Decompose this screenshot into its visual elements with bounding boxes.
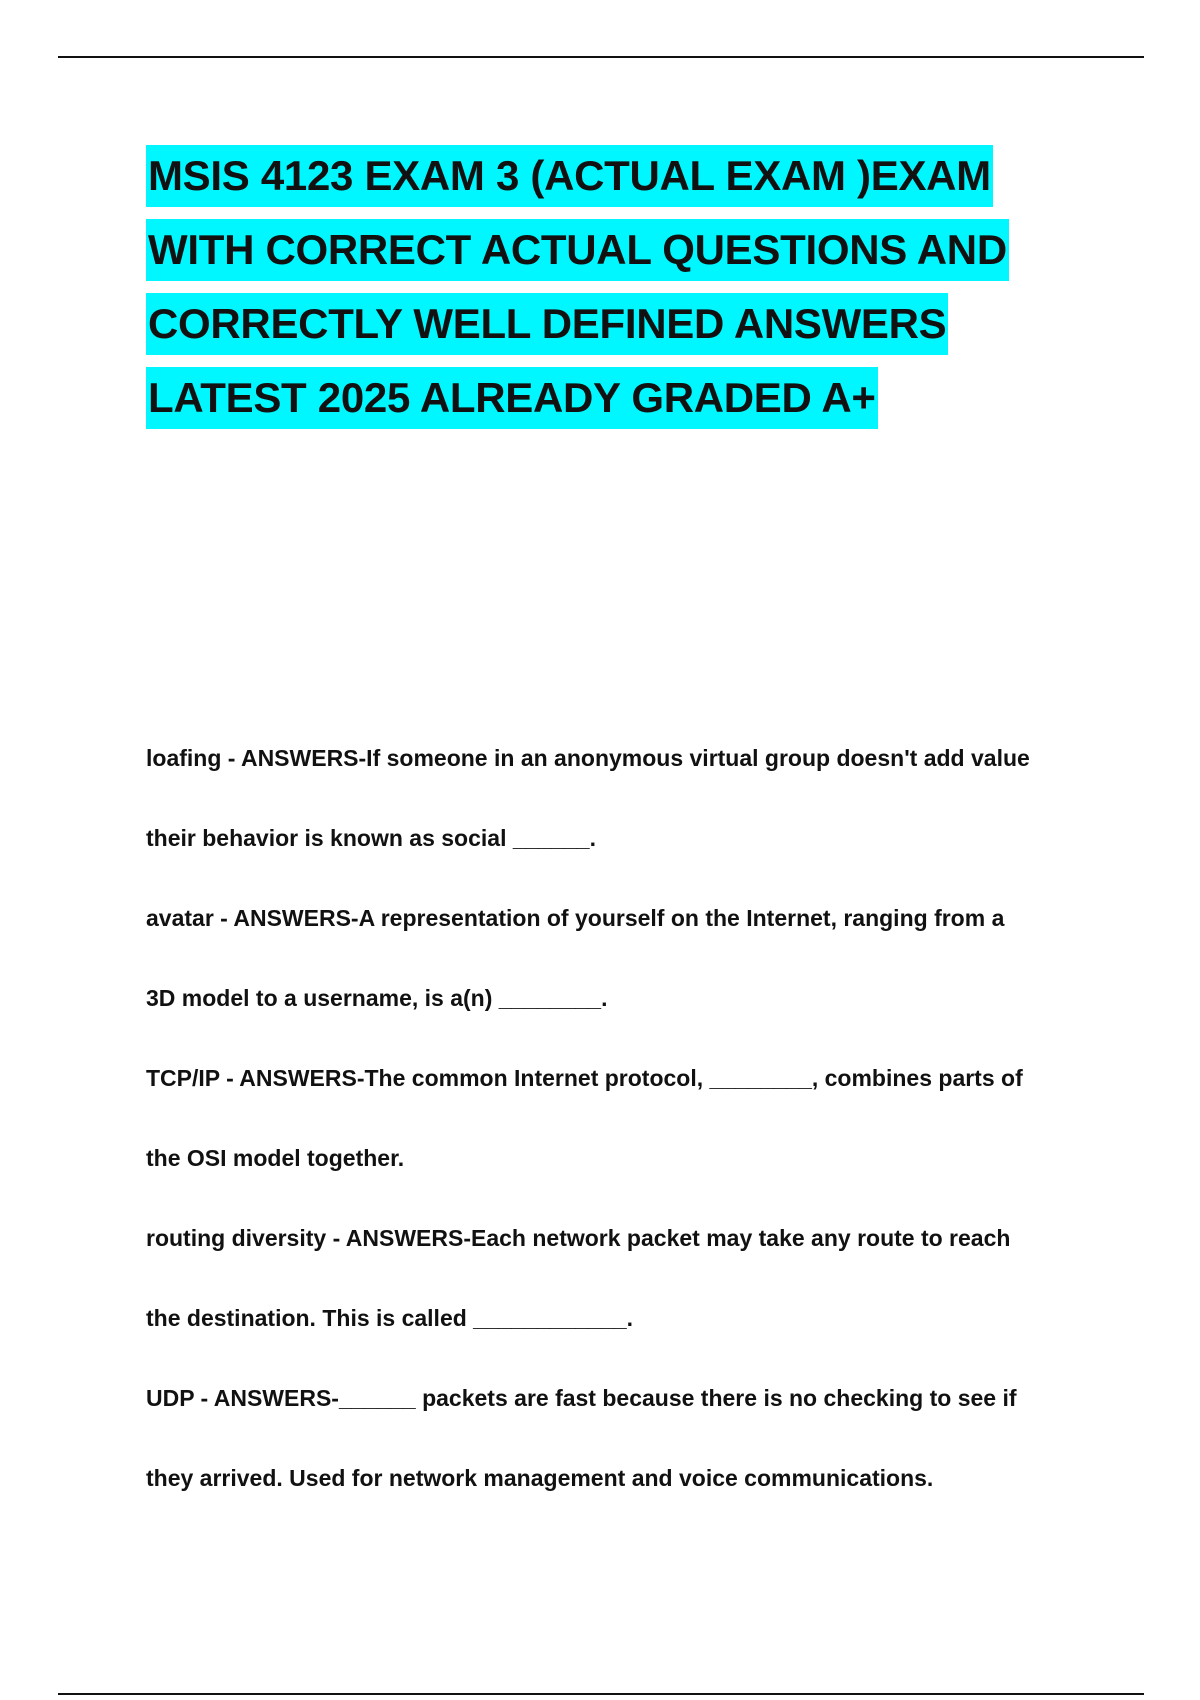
qa-item — [146, 858, 1096, 1011]
qa-item — [146, 698, 1096, 851]
qa-text-line: their behavior is known as social ______. — [146, 825, 596, 851]
title-line: WITH CORRECT ACTUAL QUESTIONS AND — [146, 219, 1009, 281]
qa-text-line: loafing - ANSWERS-If someone in an anonymous virtual group doesn't add value — [146, 745, 1030, 771]
title-line: LATEST 2025 ALREADY GRADED A+ — [146, 367, 878, 429]
qa-text-line: they arrived. Used for network management and voice communications. — [146, 1465, 934, 1491]
qa-text-line: the OSI model together. — [146, 1145, 405, 1171]
top-rule — [58, 56, 1144, 58]
qa-text-line: avatar - ANSWERS-A representation of yourself on the Internet, ranging from a — [146, 905, 1005, 931]
qa-item — [146, 1338, 1096, 1491]
qa-text-line: TCP/IP - ANSWERS-The common Internet protocol, ________, combines parts of — [146, 1065, 1023, 1091]
bottom-rule — [58, 1693, 1144, 1695]
title-line: CORRECTLY WELL DEFINED ANSWERS — [146, 293, 948, 355]
qa-text-line: routing diversity - ANSWERS-Each network packet may take any route to reach — [146, 1225, 1011, 1251]
qa-list — [146, 698, 1096, 1498]
qa-item — [146, 1018, 1096, 1171]
qa-text-line: the destination. This is called ____________. — [146, 1305, 634, 1331]
qa-text-line: 3D model to a username, is a(n) ________. — [146, 985, 608, 1011]
qa-text-line: UDP - ANSWERS-______ packets are fast because there is no checking to see if — [146, 1385, 1017, 1411]
qa-item — [146, 1178, 1096, 1331]
document-title — [146, 145, 1076, 441]
title-line: MSIS 4123 EXAM 3 (ACTUAL EXAM )EXAM — [146, 145, 993, 207]
